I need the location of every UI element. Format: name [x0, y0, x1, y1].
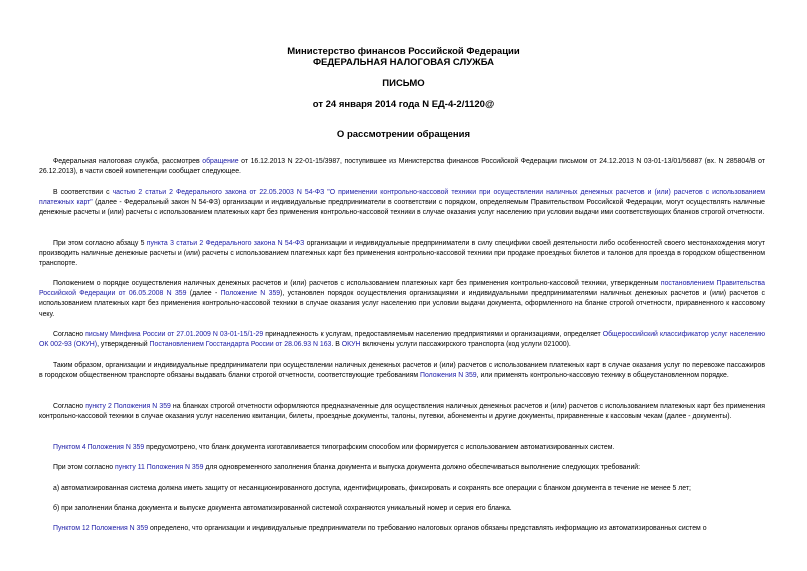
paragraph-12: Пунктом 12 Положения N 359 определено, что организации и индивидуальные предприниматели по требованию налоговых органов обязаны представлять информацию из автоматизированных систем о	[53, 525, 707, 532]
paragraph-5: Согласно письму Минфина России от 27.01.2009 N 03-01-15/1-29 принадлежность к услугам, предоставляемым населению предприятиями и организациями, определяет Общероссийский классификатор услуг населению ОК 002-93 (ОКУН), утвержденный Постановлением Госстандарта России от 28.06.93 N 163. В ОКУН включены услуги пассажирского транспорта (код услуги 021000).	[39, 331, 765, 349]
doc-date-number: от 24 января 2014 года N ЕД-4-2/1120@	[312, 99, 495, 110]
paragraph-2: В соответствии с частью 2 статьи 2 Федерального закона от 22.05.2003 N 54-ФЗ "О применении контрольно-кассовой техники при осуществлении наличных денежных расчетов и (или) расчетов с использованием платежных карт" (далее - Федеральный закон N 54-ФЗ) организации и индивидуальные предприниматели в соответствии с порядком, определяемым Правительством Российской Федерации, могут осуществлять наличные денежные расчеты и (или) расчеты с использованием платежных карт без применения контрольно-кассовой техники в случае оказания услуг населению при условии выдачи ими соответствующих бланков строгой отчетности.	[39, 189, 766, 217]
paragraph-9: При этом согласно пункту 11 Положения N 359 для одновременного заполнения бланка документа и выпуска документа должно обеспечиваться выполнение следующих требований:	[53, 464, 641, 471]
link-minfin-letter[interactable]: письму Минфина России от 27.01.2009 N 03-01-15/1-29	[85, 331, 264, 338]
link-law-54fz-item3[interactable]: пункта 3 статьи 2 Федерального закона N 54-ФЗ	[146, 240, 305, 247]
link-item-12-regulation[interactable]: Пунктом 12 Положения N 359	[53, 525, 149, 532]
link-appeal[interactable]: обращение	[202, 158, 239, 165]
link-item-2-regulation[interactable]: пункту 2 Положения N 359	[85, 403, 171, 410]
paragraph-10: а) автоматизированная система должна иметь защиту от несанкционированного доступа, идентифицировать, фиксировать и сохранять все операции с бланком документа в течение не менее 5 лет;	[53, 485, 691, 492]
paragraph-3: При этом согласно абзацу 5 пункта 3 статьи 2 Федерального закона N 54-ФЗ организации и индивидуальные предприниматели в силу специфики своей деятельности либо особенностей своего местонахождения могут производить наличные денежные расчеты и (или) расчеты с использованием платежных карт без применения контрольно-кассовой техники при продаже проездных билетов и талонов для проезда в городском общественном транспорте.	[39, 240, 765, 268]
doc-subject: О рассмотрении обращения	[336, 129, 471, 140]
link-gosstandart-resolution[interactable]: Постановлением Госстандарта России от 28.06.93 N 163	[149, 341, 332, 349]
service-heading: ФЕДЕРАЛЬНАЯ НАЛОГОВАЯ СЛУЖБА	[312, 57, 495, 68]
paragraph-8: Пунктом 4 Положения N 359 предусмотрено, что бланк документа изготавливается типографским способом или формируется с использованием автоматизированных систем.	[53, 444, 615, 451]
link-regulation-359-requirements[interactable]: Положения N 359	[420, 372, 477, 380]
link-okun-classifier[interactable]: Общероссийский классификатор услуг населению ОК 002-93 (ОКУН)	[39, 331, 765, 349]
link-item-11-regulation[interactable]: пункту 11 Положения N 359	[115, 464, 204, 471]
link-okun[interactable]: ОКУН	[341, 341, 361, 349]
paragraph-11: б) при заполнении бланка документа и выпуске документа автоматизированной системой сохраняются уникальный номер и серия его бланка.	[53, 505, 512, 512]
doc-type-heading: ПИСЬМО	[382, 78, 425, 89]
paragraph-7: Согласно пункту 2 Положения N 359 на бланках строгой отчетности оформляются предназначенные для осуществления наличных денежных расчетов и (или) расчетов с использованием платежных карт без применения контрольно-кассовой техники в случае оказания услуг населению квитанции, билеты, проездные документы, талоны, путевки, абонементы и другие документы, приравненные к кассовым чекам (далее - документы).	[39, 403, 765, 421]
ministry-heading: Министерство финансов Российской Федерации	[287, 46, 520, 57]
link-item-4-regulation[interactable]: Пунктом 4 Положения N 359	[53, 444, 145, 451]
paragraph-1: Федеральная налоговая служба, рассмотрев обращение от 16.12.2013 N 22-01-15/3987, поступившее из Министерства финансов Российской Федерации письмом от 24.12.2013 N 03-01-13/01/56887 (вх. N 285804/В от 26.12.2013), в части своей компетенции сообщает следующее.	[39, 158, 765, 176]
link-regulation-359[interactable]: Положение N 359	[220, 290, 281, 298]
paragraph-4: Положением о порядке осуществления наличных денежных расчетов и (или) расчетов с использованием платежных карт без применения контрольно-кассовой техники, утвержденным постановлением Правительства Российской Федерации от 06.05.2008 N 359 (далее - Положение N 359), установлен порядок осуществления организациями и индивидуальными предпринимателями наличных денежных расчетов и (или) расчетов с использованием платежных карт без применения контрольно-кассовой техники в случае оказания услуг населению при условии выдачи документа, оформленного на бланке строгой отчетности, приравненного к кассовому чеку.	[39, 280, 765, 318]
paragraph-6: Таким образом, организации и индивидуальные предприниматели при осуществлении наличных денежных расчетов и (или) расчетов с использованием платежных карт в случае оказания услуг по перевозке пассажиров в городском общественном транспорте обязаны выдавать бланки строгой отчетности, соответствующие требованиям Положения N 359, или применять контрольно-кассовую технику в общеустановленном порядке.	[39, 362, 765, 380]
link-resolution-359[interactable]: постановлением Правительства Российской Федерации от 06.05.2008 N 359	[39, 280, 765, 298]
link-law-54fz-part2[interactable]: частью 2 статьи 2 Федерального закона от 22.05.2003 N 54-ФЗ "О применении контрольно-кассовой техники при осуществлении наличных денежных расчетов и (или) расчетов с использованием платежных карт"	[39, 189, 766, 207]
